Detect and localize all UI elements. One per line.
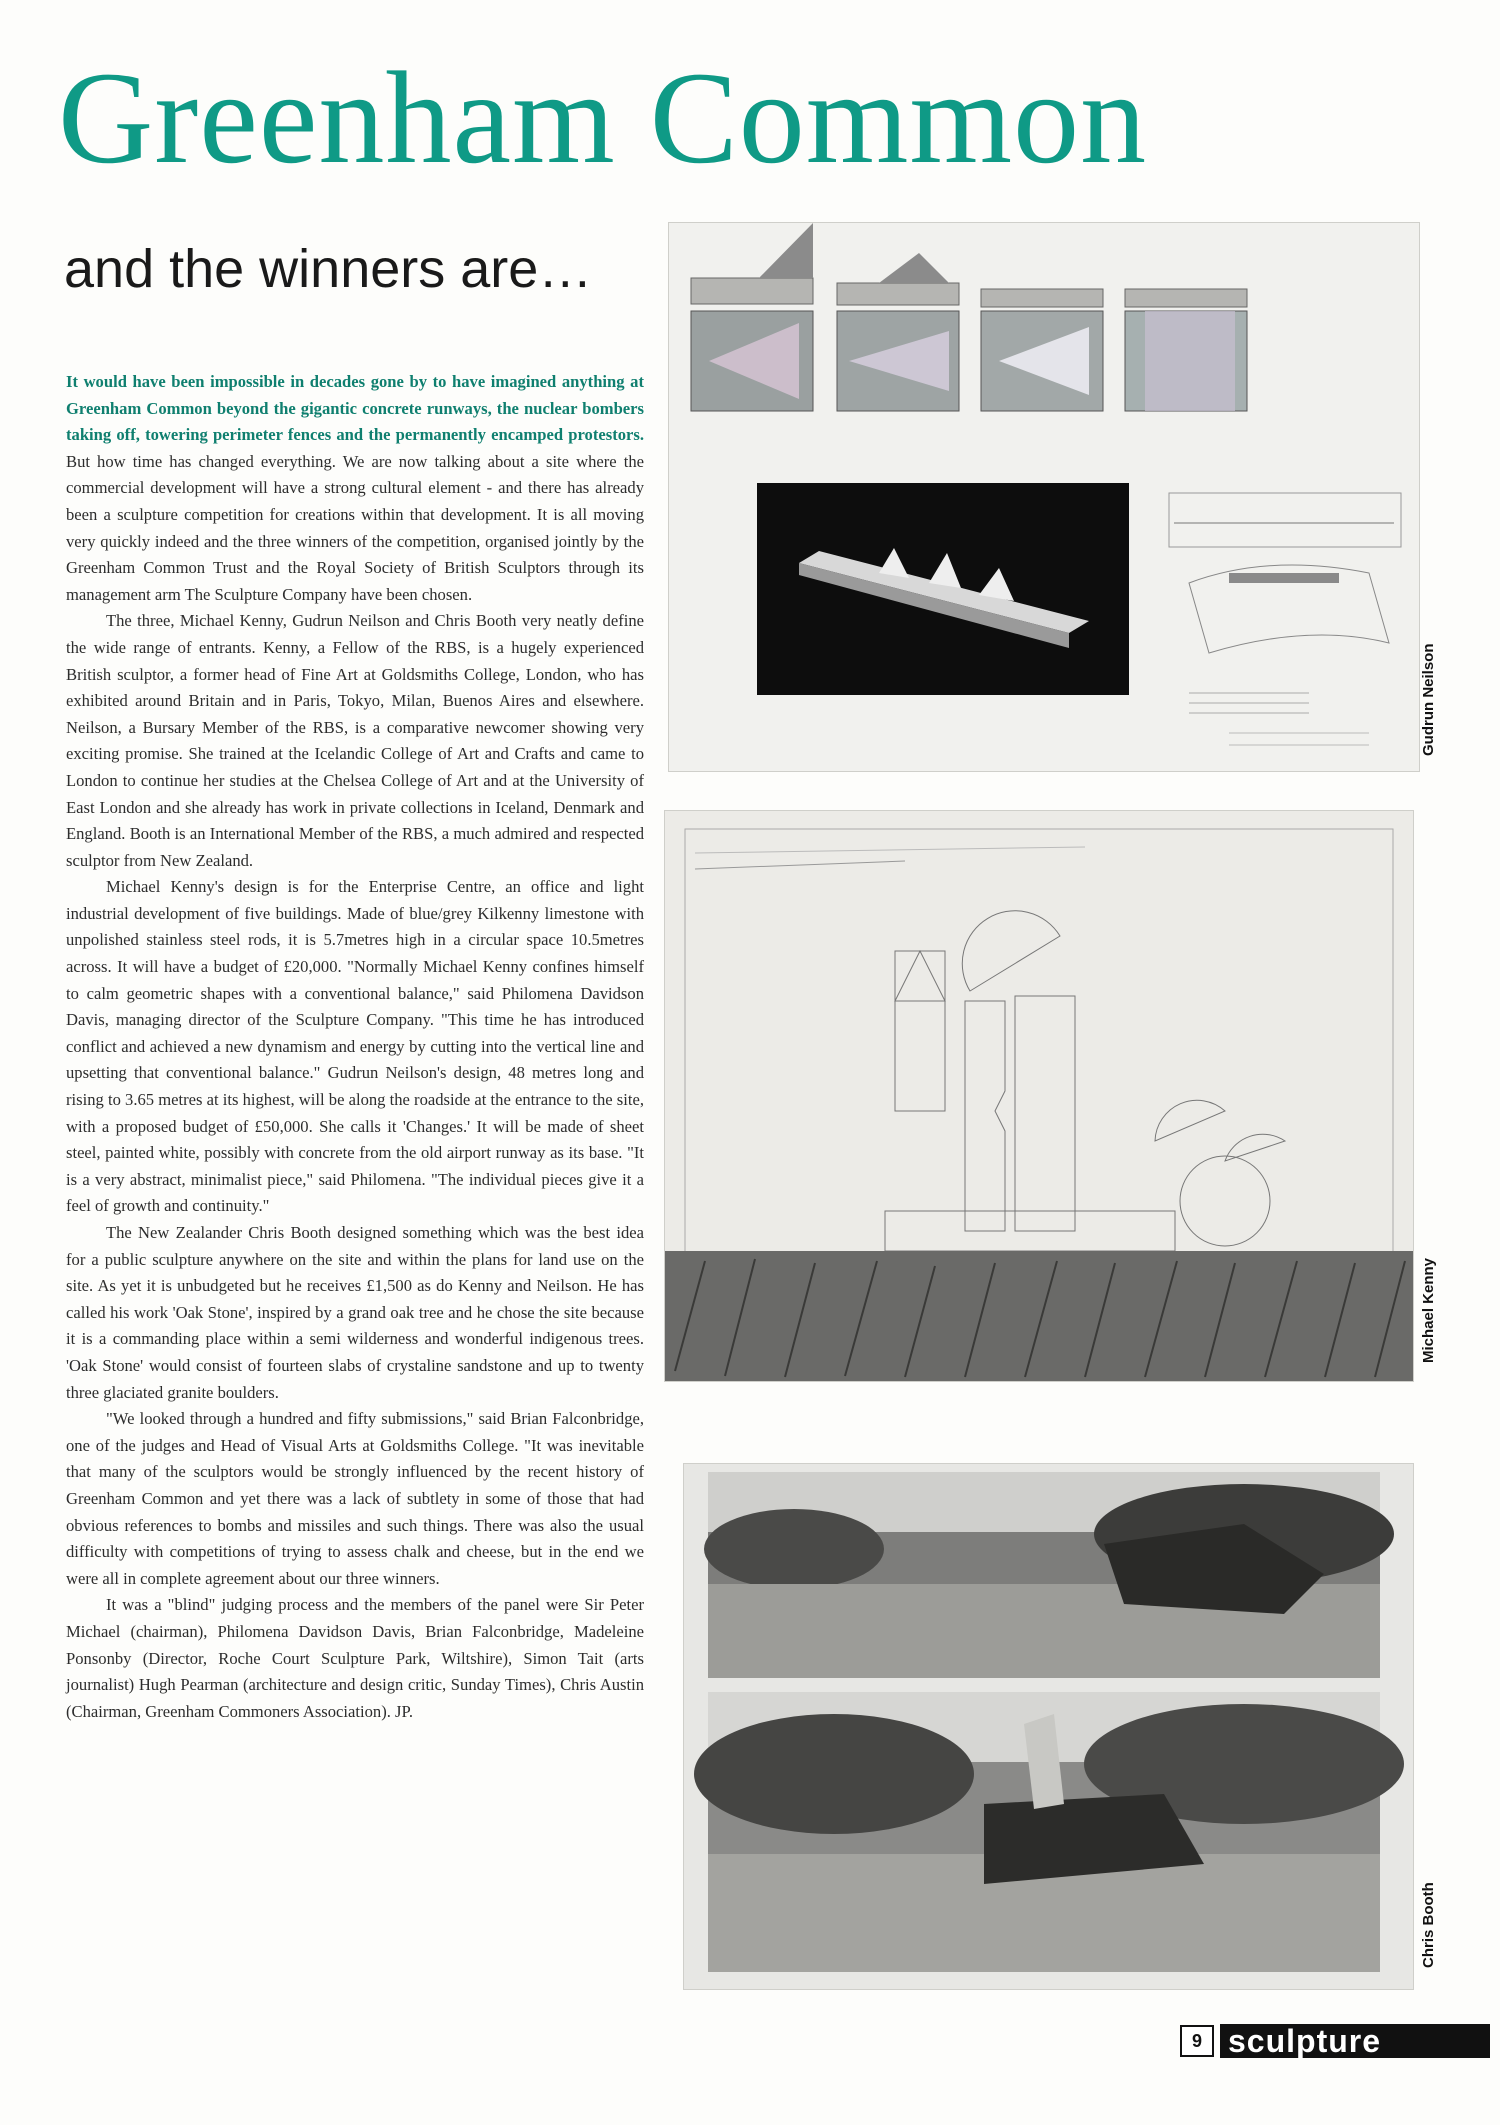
page-number: 9 xyxy=(1180,2025,1214,2057)
article-paragraph: The three, Michael Kenny, Gudrun Neilson and Chris Booth very neatly define the wide range of entrants. Kenny, a Fellow of the RBS, is a hugely experienced British sculptor, a former head of Fine Art at Goldsmiths College, London, who has exhibited around Britain and in Paris, Tokyo, Milan, Buenos Aires and elsewhere. Neilson, a Bursary Member of the RBS, is a comparative newcomer showing very exciting promise. She trained at the Icelandic College of Art and Crafts and came to London to continue her studies at the Chelsea College of Art and at the University of East London and she already has work in private collections in Iceland, Denmark and England. Booth is an International Member of the RBS, a much admired and respected sculptor from New Zealand. xyxy=(66,611,644,870)
credit-michael-kenny: Michael Kenny xyxy=(1420,1257,1437,1363)
article-subtitle: and the winners are… xyxy=(64,239,593,299)
kenny-drawing-illustration xyxy=(665,811,1413,1381)
paragraph-text: But how time has changed everything. We are now talking about a site where the commercial development will have a strong cultural element - and there has already been a sculpture competition for creations within that development. It is all moving very quickly indeed and the three winners of the competition, organised jointly by the Greenham Common Trust and the Royal Society of British Sculptors through its management arm The Sculpture Company have been chosen. xyxy=(66,451,644,604)
neilson-drawings-illustration xyxy=(669,223,1419,771)
article-body xyxy=(66,369,644,1725)
article-paragraph: The New Zealander Chris Booth designed something which was the best idea for a public sculpture anywhere on the site and within the plans for land use on the site. As yet it is unbudgeted but he receives £1,500 as do Kenny and Neilson. He has called his work 'Oak Stone', inspired by a grand oak tree and he chose the site because it is a commanding place within a semi wilderness and wonderful indigenous trees. 'Oak Stone' would consist of fourteen slabs of crystaline sandstone and up to twenty three glaciated granite boulders. xyxy=(66,1223,644,1402)
article-paragraph: "We looked through a hundred and fifty submissions," said Brian Falconbridge, one of the judges and Head of Visual Arts at Goldsmiths College. "It was inevitable that many of the sculptors would be strongly influenced by the recent history of Greenham Common and yet there was a lack of subtlety in some of those that had obvious references to bombs and missiles and such things. There was also the usual difficulty with competitions of trying to assess chalk and cheese, but in the end we were all in complete agreement about our three winners. xyxy=(66,1409,644,1588)
magazine-logo: sculpture xyxy=(1220,2024,1490,2058)
article-paragraph: Michael Kenny's design is for the Enterprise Centre, an office and light industrial development of five buildings. Made of blue/grey Kilkenny limestone with unpolished stainless steel rods, it is 5.7metres high in a circular space 10.5metres across. It will have a budget of £20,000. "Normally Michael Kenny confines himself to calm geometric shapes with a conventional balance," said Philomena Davidson Davis, managing director of the Sculpture Company. "This time he has introduced conflict and achieved a new dynamism and energy by cutting into the vertical line and upsetting that conventional balance." Gudrun Neilson's design, 48 metres long and rising to 3.65 metres at its highest, will be along the roadside at the entrance to the site, with a proposed budget of £50,000. She calls it 'Changes.' It will be made of sheet steel, painted white, possibly with concrete from the old airport runway as its base. "It is a very abstract, minimalist piece," said Philomena. "The individual pieces give it a feel of growth and continuity." xyxy=(66,877,644,1216)
credit-chris-booth: Chris Booth xyxy=(1420,1882,1437,1968)
article-title: Greenham Common xyxy=(58,44,1148,191)
lead-text: It would have been impossible in decades gone by to have imagined anything at Greenham Common beyond the gigantic concrete runways, the nuclear bombers taking off, towering perimeter fences and the permanently encamped protestors. xyxy=(66,372,644,445)
article-paragraph: It was a "blind" judging process and the members of the panel were Sir Peter Michael (chairman), Philomena Davidson Davis, Brian Falconbridge, Madeleine Ponsonby (Director, Roche Court Sculpture Park, Wiltshire), Simon Tait (arts journalist) Hugh Pearman (architecture and design critic, Sunday Times), Chris Austin (Chairman, Greenham Commoners Association). JP. xyxy=(66,1595,644,1721)
neilson-drawing-panel xyxy=(668,222,1420,772)
booth-photo-panel xyxy=(683,1463,1414,1990)
credit-gudrun-neilson: Gudrun Neilson xyxy=(1420,643,1437,757)
booth-photos-illustration xyxy=(684,1464,1413,1989)
kenny-drawing-panel xyxy=(664,810,1414,1382)
article-paragraph xyxy=(66,369,644,608)
page-footer xyxy=(1180,2024,1490,2058)
